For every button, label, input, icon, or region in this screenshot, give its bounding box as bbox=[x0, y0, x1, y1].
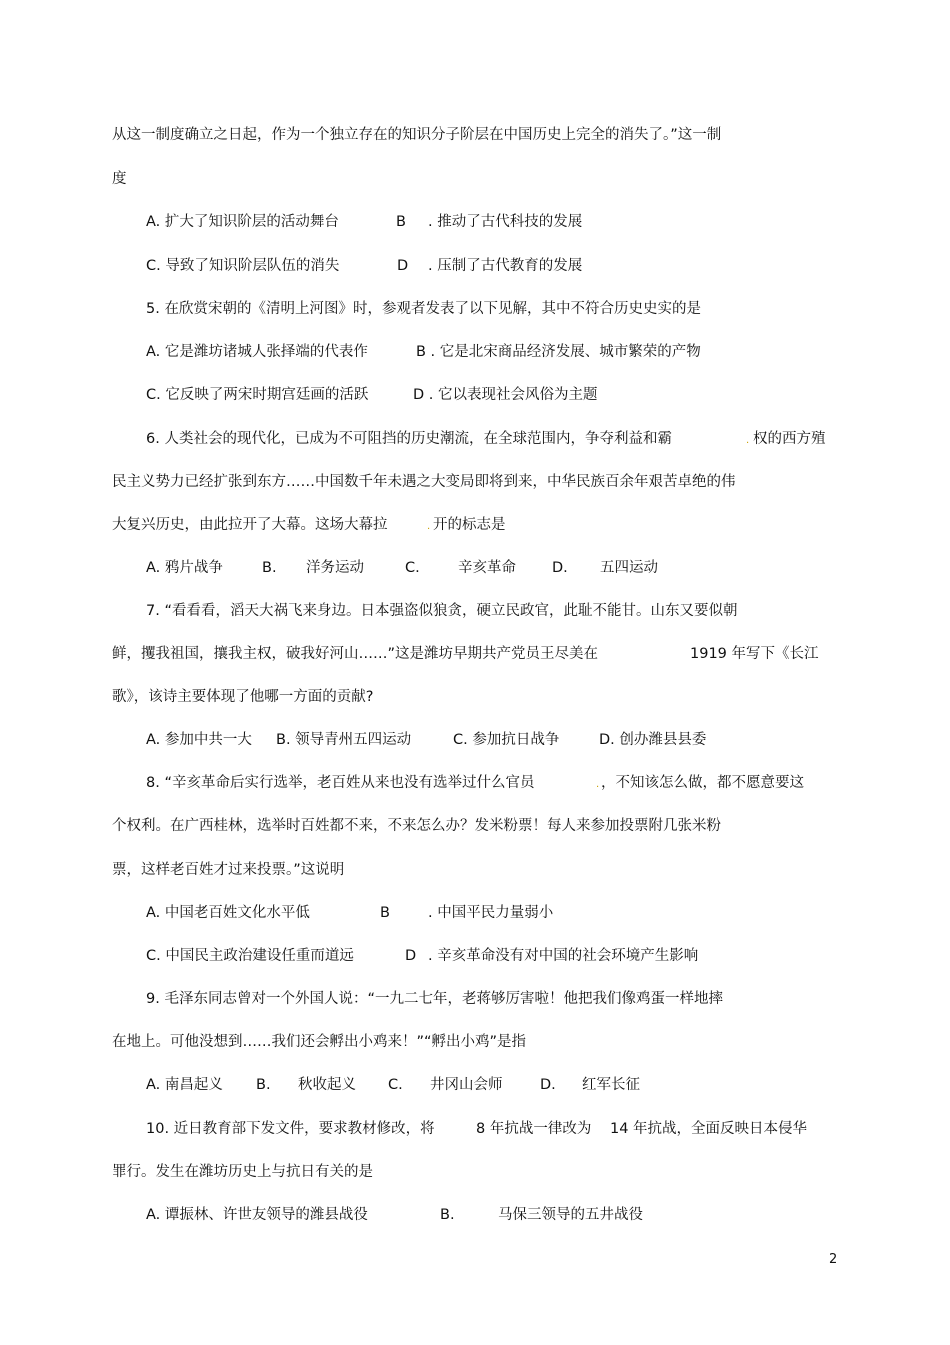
text-run: D bbox=[405, 948, 417, 964]
text-run: B . 它是北宋商品经济发展、城市繁荣的产物 bbox=[416, 344, 701, 360]
q6-option-a bbox=[146, 558, 223, 578]
q4-option-a bbox=[146, 212, 339, 232]
q8-option-d-letter bbox=[405, 946, 416, 966]
text-run: D. bbox=[552, 560, 568, 576]
q10-option-a bbox=[146, 1205, 368, 1225]
q6-option-c-letter bbox=[405, 558, 420, 578]
q8-option-a bbox=[146, 903, 310, 923]
stray-dot bbox=[746, 431, 749, 451]
text-run: 8. “辛亥革命后实行选举，老百姓从来也没有选举过什么官员 bbox=[146, 775, 535, 791]
q4-option-b bbox=[428, 212, 582, 232]
text-run: 个权利。在广西桂林，选举时百姓都不来，不来怎么办？发米粉票！每人来参加投票附几张米粉 bbox=[112, 818, 721, 834]
q9-stem-line-2 bbox=[112, 1032, 526, 1052]
q4-option-d bbox=[428, 256, 582, 276]
text-run: 7. “看看看，滔天大祸飞来身边。日本强盗似狼贪，硬立民政官，此耻不能甘。山东又要似朝 bbox=[146, 603, 738, 619]
q6-stem-line-1 bbox=[146, 429, 672, 449]
q9-option-c bbox=[430, 1075, 503, 1095]
q9-stem-line-1 bbox=[146, 989, 723, 1009]
text-run: . bbox=[596, 779, 600, 790]
q7-option-a bbox=[146, 730, 252, 750]
text-run: 9. 毛泽东同志曾对一个外国人说：“一九二七年，老蒋够厉害啦！他把我们像鸡蛋一样地摔 bbox=[146, 991, 723, 1007]
text-run: . 推动了古代科技的发展 bbox=[428, 214, 583, 230]
text-run: 1919 年写下《长江 bbox=[690, 646, 819, 662]
text-run: 6. 人类社会的现代化，已成为不可阻挡的历史潮流，在全球范围内，争夺利益和霸 bbox=[146, 431, 672, 447]
q7-stem-line-2-end bbox=[690, 644, 819, 664]
text-run: 秋收起义 bbox=[298, 1077, 356, 1093]
stray-dot bbox=[427, 517, 430, 537]
q7-option-d bbox=[599, 730, 706, 750]
q6-stem-line-1-end bbox=[753, 429, 826, 449]
text-run: B. bbox=[256, 1077, 271, 1093]
text-run: C. bbox=[388, 1077, 403, 1093]
text-run: 辛亥革命 bbox=[458, 560, 516, 576]
q8-stem-line-2 bbox=[112, 816, 721, 836]
q6-option-d-letter bbox=[552, 558, 568, 578]
text-run: C. 导致了知识阶层队伍的消失 bbox=[146, 258, 340, 274]
q10-stem-line-1 bbox=[146, 1119, 435, 1139]
text-run: . bbox=[427, 521, 431, 532]
text-run: 权的西方殖 bbox=[753, 431, 826, 447]
q9-option-c-letter bbox=[388, 1075, 403, 1095]
text-run: 马保三领导的五井战役 bbox=[498, 1207, 643, 1223]
text-run: D bbox=[397, 258, 409, 274]
q4-stem-line-2 bbox=[112, 169, 127, 189]
text-run: . 辛亥革命没有对中国的社会环境产生影响 bbox=[428, 948, 699, 964]
q9-option-b-letter bbox=[256, 1075, 271, 1095]
text-run: B. bbox=[440, 1207, 455, 1223]
text-run: A. 它是潍坊诸城人张择端的代表作 bbox=[146, 344, 368, 360]
q4-option-d-letter bbox=[397, 256, 408, 276]
text-run: A. 中国老百姓文化水平低 bbox=[146, 905, 310, 921]
text-run: 在地上。可他没想到……我们还会孵出小鸡来！”“孵出小鸡”是指 bbox=[112, 1034, 527, 1050]
q8-stem-line-1-end bbox=[601, 773, 804, 793]
text-run: D. bbox=[540, 1077, 556, 1093]
q8-option-d bbox=[428, 946, 698, 966]
text-run: 井冈山会师 bbox=[430, 1077, 503, 1093]
q8-option-b-letter bbox=[380, 903, 390, 923]
q4-option-b-letter bbox=[396, 212, 406, 232]
text-run: B bbox=[396, 214, 406, 230]
text-run: A. 扩大了知识阶层的活动舞台 bbox=[146, 214, 339, 230]
q6-option-b-letter bbox=[262, 558, 277, 578]
q9-option-a bbox=[146, 1075, 223, 1095]
q8-stem-line-3 bbox=[112, 860, 344, 880]
text-run: 票，这样老百姓才过来投票。”这说明 bbox=[112, 862, 345, 878]
q5-stem bbox=[146, 299, 701, 319]
q10-stem-line-1-mid bbox=[476, 1119, 591, 1139]
q5-option-c bbox=[146, 385, 368, 405]
text-run: D . 它以表现社会风俗为主题 bbox=[413, 387, 598, 403]
text-run: 开的标志是 bbox=[433, 517, 506, 533]
text-run: 从这一制度确立之日起，作为一个独立存在的知识分子阶层在中国历史上完全的消失了。”这一制 bbox=[112, 127, 722, 143]
text-run: 洋务运动 bbox=[306, 560, 364, 576]
q8-option-c bbox=[146, 946, 354, 966]
text-run: A. 南昌起义 bbox=[146, 1077, 223, 1093]
text-run: B. bbox=[262, 560, 277, 576]
text-run: 10. 近日教育部下发文件，要求教材修改，将 bbox=[146, 1121, 435, 1137]
q6-stem-line-3 bbox=[112, 515, 388, 535]
page-number: 2 bbox=[829, 1252, 838, 1267]
text-run: 14 年抗战，全面反映日本侵华 bbox=[610, 1121, 808, 1137]
stray-dot bbox=[596, 775, 599, 795]
text-run: 8 年抗战一律改为 bbox=[476, 1121, 592, 1137]
q10-option-b-letter bbox=[440, 1205, 455, 1225]
q5-option-d bbox=[413, 385, 598, 405]
q7-option-b bbox=[276, 730, 411, 750]
q5-option-a bbox=[146, 342, 368, 362]
text-run: . 中国平民力量弱小 bbox=[428, 905, 554, 921]
text-run: B bbox=[380, 905, 390, 921]
q7-option-c bbox=[453, 730, 559, 750]
q7-stem-line-3 bbox=[112, 687, 373, 707]
text-run: 红军长征 bbox=[582, 1077, 640, 1093]
q7-stem-line-1 bbox=[146, 601, 737, 621]
text-run: A. 鸦片战争 bbox=[146, 560, 223, 576]
q4-stem-line-1 bbox=[112, 125, 721, 145]
q6-option-c bbox=[458, 558, 516, 578]
text-run: . bbox=[746, 435, 750, 446]
text-run: 罪行。发生在潍坊历史上与抗日有关的是 bbox=[112, 1164, 373, 1180]
q9-option-d-letter bbox=[540, 1075, 556, 1095]
q6-stem-line-3-end bbox=[433, 515, 506, 535]
text-run: 大复兴历史，由此拉开了大幕。这场大幕拉 bbox=[112, 517, 388, 533]
text-run: 鲜，攫我祖国，攘我主权，破我好河山……”这是潍坊早期共产党员王尽美在 bbox=[112, 646, 599, 662]
text-run: A. 谭振林、许世友领导的潍县战役 bbox=[146, 1207, 368, 1223]
text-run: 度 bbox=[112, 171, 127, 187]
q6-option-d bbox=[600, 558, 658, 578]
q9-option-d bbox=[582, 1075, 640, 1095]
text-run: 五四运动 bbox=[600, 560, 658, 576]
q8-stem-line-1 bbox=[146, 773, 534, 793]
text-run: C. bbox=[405, 560, 420, 576]
q10-stem-line-2 bbox=[112, 1162, 373, 1182]
q5-option-b bbox=[416, 342, 701, 362]
text-run: 歌》，该诗主要体现了他哪一方面的贡献? bbox=[112, 689, 374, 705]
q7-stem-line-2 bbox=[112, 644, 598, 664]
q9-option-b bbox=[298, 1075, 356, 1095]
text-run: D. 创办潍县县委 bbox=[599, 732, 707, 748]
text-run: 5. 在欣赏宋朝的《清明上河图》时，参观者发表了以下见解，其中不符合历史史实的是 bbox=[146, 301, 701, 317]
q8-option-b bbox=[428, 903, 553, 923]
text-run: 民主义势力已经扩张到东方……中国数千年未遇之大变局即将到来，中华民族百余年艰苦卓绝的伟 bbox=[112, 474, 736, 490]
text-run: B. 领导青州五四运动 bbox=[276, 732, 412, 748]
text-run: C. 它反映了两宋时期宫廷画的活跃 bbox=[146, 387, 369, 403]
q10-option-b bbox=[498, 1205, 643, 1225]
q4-option-c bbox=[146, 256, 339, 276]
text-run: ，不知该怎么做，都不愿意要这 bbox=[601, 775, 804, 791]
q6-stem-line-2 bbox=[112, 472, 736, 492]
text-run: C. 中国民主政治建设任重而道远 bbox=[146, 948, 354, 964]
q6-option-b bbox=[306, 558, 364, 578]
text-run: A. 参加中共一大 bbox=[146, 732, 252, 748]
q10-stem-line-1-end bbox=[610, 1119, 807, 1139]
text-run: . 压制了古代教育的发展 bbox=[428, 258, 583, 274]
text-run: C. 参加抗日战争 bbox=[453, 732, 560, 748]
